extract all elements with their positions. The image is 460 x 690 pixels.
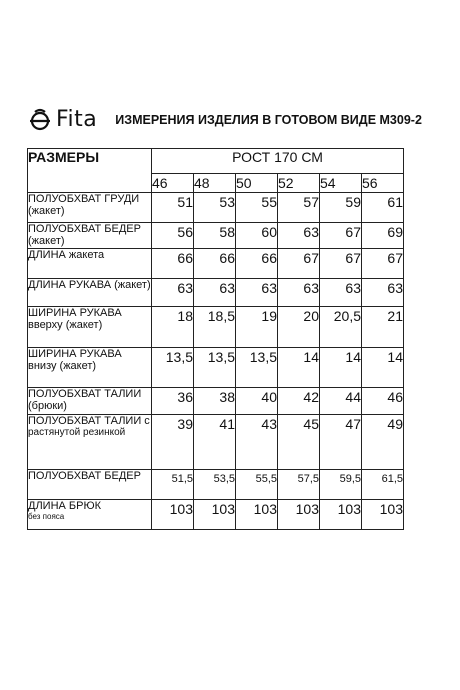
measurement-value: 67 bbox=[320, 223, 362, 249]
measurement-value: 63 bbox=[278, 223, 320, 249]
parameter-label bbox=[28, 388, 152, 415]
measurement-value: 46 bbox=[362, 388, 404, 415]
height-header: РОСТ 170 СМ bbox=[152, 149, 404, 174]
measurement-value: 19 bbox=[236, 307, 278, 348]
measurement-value: 63 bbox=[362, 279, 404, 307]
measurement-value: 59 bbox=[320, 193, 362, 223]
parameter-name: ПОЛУОБХВАТ ТАЛИИ (брюки) bbox=[28, 388, 142, 412]
parameter-name: ДЛИНА жакета bbox=[28, 249, 105, 261]
parameter-name: ПОЛУОБХВАТ БЕДЕР (жакет) bbox=[28, 223, 141, 247]
parameter-note: растянутой резинкой bbox=[28, 427, 126, 438]
table-row bbox=[28, 348, 404, 388]
measurement-value: 69 bbox=[362, 223, 404, 249]
table-row bbox=[28, 249, 404, 279]
parameter-label bbox=[28, 348, 152, 388]
size-header-52: 52 bbox=[278, 174, 320, 193]
table-row bbox=[28, 223, 404, 249]
parameter-name: ПОЛУОБХВАТ ГРУДИ (жакет) bbox=[28, 193, 140, 217]
parameter-name: ДЛИНА РУКАВА (жакет) bbox=[28, 279, 151, 291]
parameter-name: ПОЛУОБХВАТ ТАЛИИ с bbox=[28, 415, 150, 427]
measurement-value: 43 bbox=[236, 415, 278, 470]
measurement-value: 18 bbox=[152, 307, 194, 348]
measurement-value: 41 bbox=[194, 415, 236, 470]
parameter-name: ШИРИНА РУКАВА вверху (жакет) bbox=[28, 307, 122, 331]
parameter-name: ДЛИНА БРЮК bbox=[28, 500, 101, 512]
measurement-value: 44 bbox=[320, 388, 362, 415]
measurement-value: 55,5 bbox=[236, 470, 278, 500]
measurement-value: 38 bbox=[194, 388, 236, 415]
measurement-value: 63 bbox=[236, 279, 278, 307]
parameter-label bbox=[28, 307, 152, 348]
measurement-value: 59,5 bbox=[320, 470, 362, 500]
measurement-value: 103 bbox=[194, 500, 236, 530]
table-body bbox=[28, 193, 404, 530]
table-row bbox=[28, 307, 404, 348]
measurement-value: 53,5 bbox=[194, 470, 236, 500]
parameter-label bbox=[28, 415, 152, 470]
measurement-value: 45 bbox=[278, 415, 320, 470]
measurement-value: 61 bbox=[362, 193, 404, 223]
measurement-value: 36 bbox=[152, 388, 194, 415]
parameter-label bbox=[28, 249, 152, 279]
document-header bbox=[27, 108, 437, 132]
sizes-header: РАЗМЕРЫ bbox=[28, 149, 152, 193]
measurement-value: 13,5 bbox=[236, 348, 278, 388]
table-row bbox=[28, 415, 404, 470]
measurement-value: 57,5 bbox=[278, 470, 320, 500]
brand-logo bbox=[27, 108, 97, 132]
measurement-value: 14 bbox=[320, 348, 362, 388]
measurement-value: 60 bbox=[236, 223, 278, 249]
measurement-value: 14 bbox=[278, 348, 320, 388]
header-row-height bbox=[28, 149, 404, 174]
measurement-value: 20,5 bbox=[320, 307, 362, 348]
measurement-value: 63 bbox=[278, 279, 320, 307]
page-title bbox=[115, 113, 422, 127]
table-row bbox=[28, 279, 404, 307]
size-header-50: 50 bbox=[236, 174, 278, 193]
measurement-value: 61,5 bbox=[362, 470, 404, 500]
parameter-label bbox=[28, 193, 152, 223]
measurement-value: 51,5 bbox=[152, 470, 194, 500]
measurement-value: 57 bbox=[278, 193, 320, 223]
measurement-value: 103 bbox=[152, 500, 194, 530]
measurement-value: 66 bbox=[152, 249, 194, 279]
measurement-value: 103 bbox=[362, 500, 404, 530]
size-header-56: 56 bbox=[362, 174, 404, 193]
measurement-value: 53 bbox=[194, 193, 236, 223]
size-chart-table bbox=[27, 148, 404, 530]
parameter-name: ШИРИНА РУКАВА внизу (жакет) bbox=[28, 348, 122, 372]
parameter-label bbox=[28, 500, 152, 530]
measurement-value: 58 bbox=[194, 223, 236, 249]
parameter-name: ПОЛУОБХВАТ БЕДЕР bbox=[28, 470, 141, 482]
measurement-value: 66 bbox=[194, 249, 236, 279]
title-text: ИЗМЕРЕНИЯ ИЗДЕЛИЯ В ГОТОВОМ ВИДЕ bbox=[115, 113, 377, 127]
measurement-value: 13,5 bbox=[194, 348, 236, 388]
measurement-value: 13,5 bbox=[152, 348, 194, 388]
measurement-value: 63 bbox=[194, 279, 236, 307]
table-row bbox=[28, 388, 404, 415]
measurement-value: 40 bbox=[236, 388, 278, 415]
measurement-value: 18,5 bbox=[194, 307, 236, 348]
model-code: М309-2 bbox=[379, 113, 422, 127]
measurement-value: 55 bbox=[236, 193, 278, 223]
measurement-value: 47 bbox=[320, 415, 362, 470]
measurement-value: 67 bbox=[278, 249, 320, 279]
measurement-value: 42 bbox=[278, 388, 320, 415]
parameter-label bbox=[28, 223, 152, 249]
table-row bbox=[28, 500, 404, 530]
parameter-note: без пояса bbox=[28, 512, 65, 521]
parameter-label bbox=[28, 279, 152, 307]
measurement-value: 103 bbox=[278, 500, 320, 530]
measurement-value: 103 bbox=[320, 500, 362, 530]
measurement-value: 103 bbox=[236, 500, 278, 530]
table-row bbox=[28, 193, 404, 223]
brand-name: Fita bbox=[56, 107, 98, 132]
fita-logo-icon bbox=[27, 108, 53, 132]
measurement-value: 66 bbox=[236, 249, 278, 279]
size-header-46: 46 bbox=[152, 174, 194, 193]
measurement-value: 49 bbox=[362, 415, 404, 470]
size-header-48: 48 bbox=[194, 174, 236, 193]
measurement-value: 51 bbox=[152, 193, 194, 223]
parameter-label bbox=[28, 470, 152, 500]
measurement-value: 21 bbox=[362, 307, 404, 348]
measurement-value: 63 bbox=[320, 279, 362, 307]
measurement-value: 63 bbox=[152, 279, 194, 307]
size-header-54: 54 bbox=[320, 174, 362, 193]
measurement-value: 67 bbox=[320, 249, 362, 279]
table-row bbox=[28, 470, 404, 500]
measurement-value: 39 bbox=[152, 415, 194, 470]
measurement-value: 56 bbox=[152, 223, 194, 249]
measurement-value: 20 bbox=[278, 307, 320, 348]
measurement-value: 14 bbox=[362, 348, 404, 388]
measurement-value: 67 bbox=[362, 249, 404, 279]
